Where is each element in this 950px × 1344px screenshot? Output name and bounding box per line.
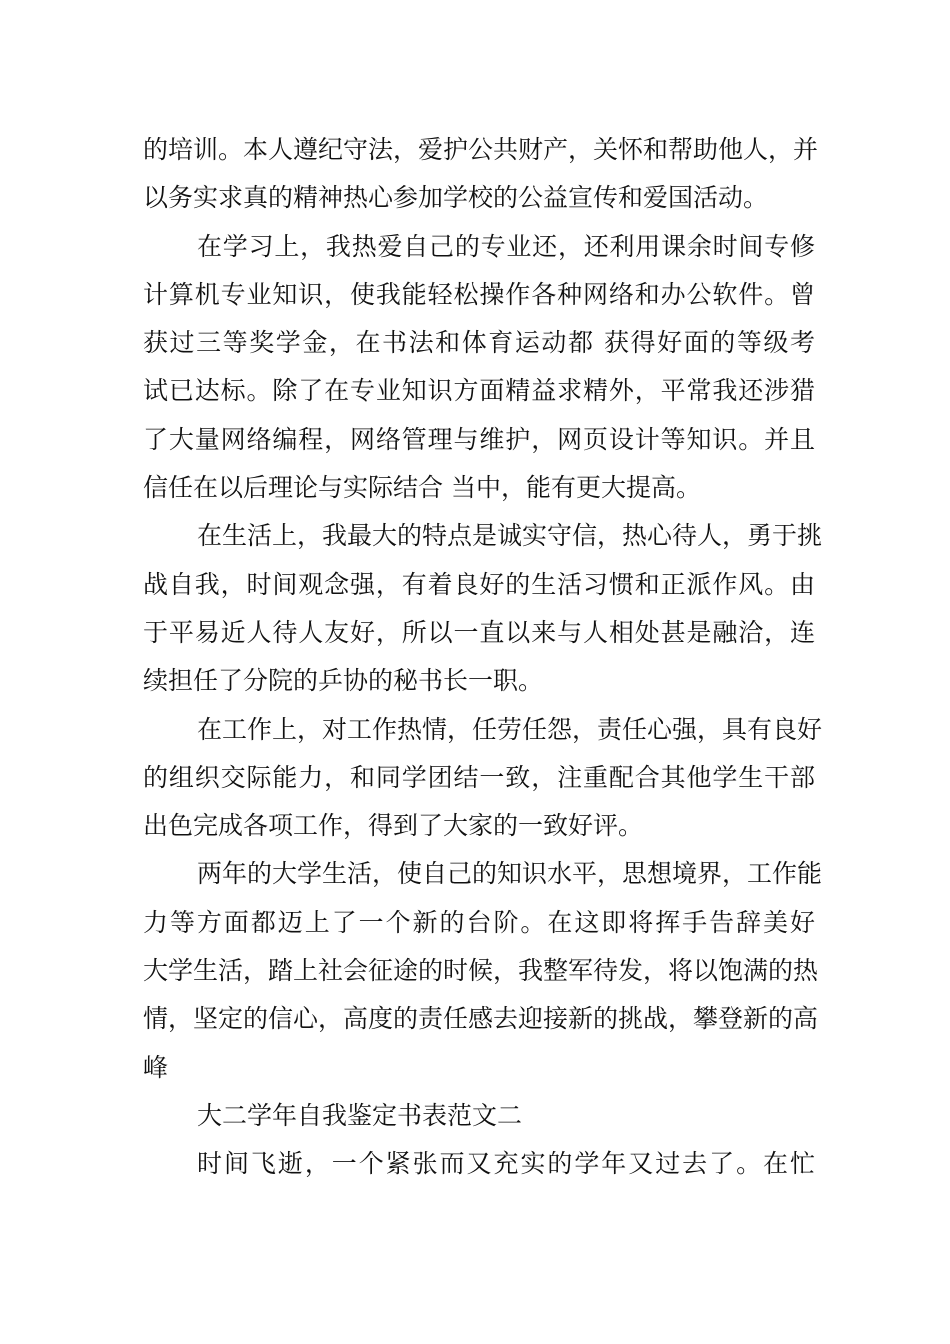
paragraph: [143, 1140, 815, 1188]
paragraph: [143, 706, 823, 851]
text-line: 出色完成各项工作，得到了大家的一致好评。: [143, 811, 644, 841]
text-line: 获过三等奖学金，在书法和体育运动都 获得好面的等级考: [143, 328, 815, 358]
paragraph: [143, 850, 823, 1091]
paragraph: [143, 126, 819, 223]
text-line: 时间飞逝，一个紧张而又充实的学年又过去了。在忙: [197, 1149, 815, 1179]
text-line: 计算机专业知识，使我能轻松操作各种网络和办公软件。曾: [143, 279, 815, 309]
paragraph: [143, 223, 815, 513]
text-line: 试已达标。除了在专业知识方面精益求精外，平常我还涉猎: [143, 376, 815, 406]
text-line: 于平易近人待人友好，所以一直以来与人相处甚是融洽，连: [143, 617, 815, 647]
text-line: 在生活上，我最大的特点是诚实守信，热心待人，勇于挑: [197, 521, 823, 551]
text-line: 峰: [143, 1052, 169, 1082]
text-line: 续担任了分院的乒协的秘书长一职。: [143, 666, 544, 696]
text-line: 了大量网络编程，网络管理与维护，网页设计等知识。并且: [143, 424, 815, 454]
text-line: 的组织交际能力，和同学团结一致，注重配合其他学生干部: [143, 762, 815, 792]
paragraph: [143, 512, 823, 705]
text-line: 情，坚定的信心，高度的责任感去迎接新的挑战，攀登新的高: [143, 1004, 819, 1034]
text-line: 在工作上，对工作热情，任劳任怨，责任心强，具有良好: [197, 714, 823, 744]
text-line: 大学生活，踏上社会征途的时候，我整军待发，将以饱满的热: [143, 956, 819, 986]
text-line: 战自我，时间观念强，有着良好的生活习惯和正派作风。由: [143, 569, 815, 599]
text-line: 以务实求真的精神热心参加学校的公益宣传和爱国活动。: [143, 183, 769, 213]
heading-line: 大二学年自我鉴定书表范文二: [197, 1100, 523, 1130]
text-line: 在学习上，我热爱自己的专业还，还利用课余时间专修: [197, 231, 815, 261]
text-line: 力等方面都迈上了一个新的台阶。在这即将挥手告辞美好: [143, 907, 815, 937]
text-line: 两年的大学生活，使自己的知识水平，思想境界，工作能: [197, 859, 823, 889]
document-body: [143, 126, 823, 1189]
section-heading: [143, 1092, 815, 1140]
text-line: 信任在以后理论与实际结合 当中，能有更大提高。: [143, 473, 701, 503]
text-line: 的培训。本人遵纪守法，爱护公共财产，关怀和帮助他人，并: [143, 135, 819, 164]
